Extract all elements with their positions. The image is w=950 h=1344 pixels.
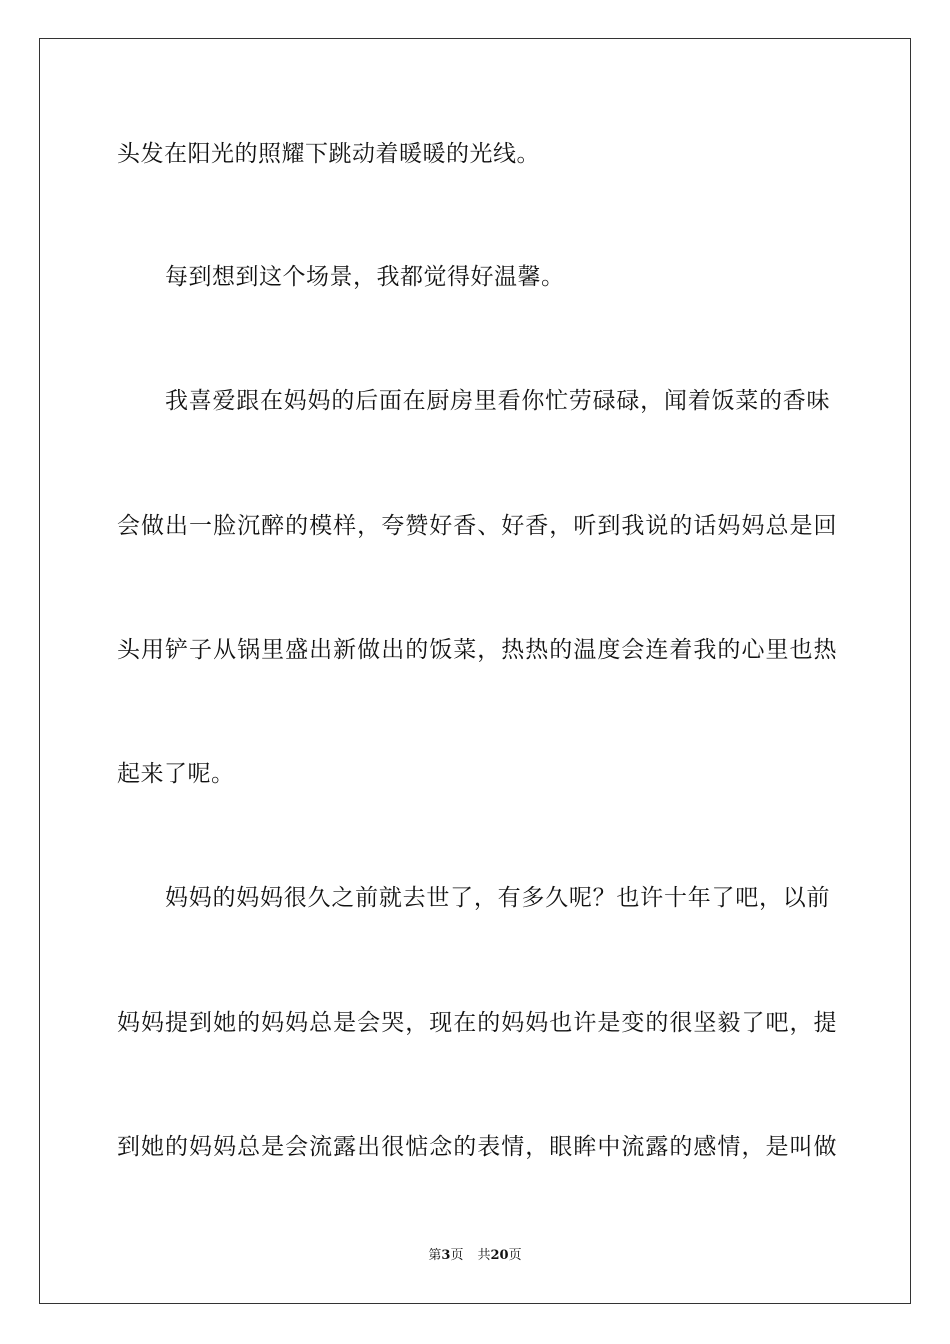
page-frame xyxy=(39,38,911,1304)
text-line: 会做出一脸沉醉的模样，夸赞好香、好香，听到我说的话妈妈总是回 xyxy=(117,513,837,539)
page-prefix: 第 xyxy=(428,1248,442,1263)
text-line: 妈妈的妈妈很久之前就去世了，有多久呢？也许十年了吧，以前 xyxy=(165,885,830,911)
page-footer xyxy=(0,1248,950,1264)
text-line: 每到想到这个场景，我都觉得好温馨。 xyxy=(165,264,565,290)
total-suffix: 页 xyxy=(508,1248,522,1263)
text-line: 我喜爱跟在妈妈的后面在厨房里看你忙劳碌碌，闻着饭菜的香味 xyxy=(165,388,830,414)
page-suffix: 页 xyxy=(450,1248,464,1263)
text-line: 头发在阳光的照耀下跳动着暖暖的光线。 xyxy=(117,141,540,167)
total-pages: 20 xyxy=(490,1248,509,1263)
text-line: 起来了呢。 xyxy=(117,761,235,787)
page-number: 3 xyxy=(441,1248,451,1263)
text-line: 妈妈提到她的妈妈总是会哭，现在的妈妈也许是变的很坚毅了吧，提 xyxy=(117,1010,837,1036)
text-line: 到她的妈妈总是会流露出很惦念的表情，眼眸中流露的感情，是叫做 xyxy=(117,1134,837,1160)
text-line: 头用铲子从锅里盛出新做出的饭菜，热热的温度会连着我的心里也热 xyxy=(117,637,837,663)
total-prefix: 共 xyxy=(477,1248,491,1263)
